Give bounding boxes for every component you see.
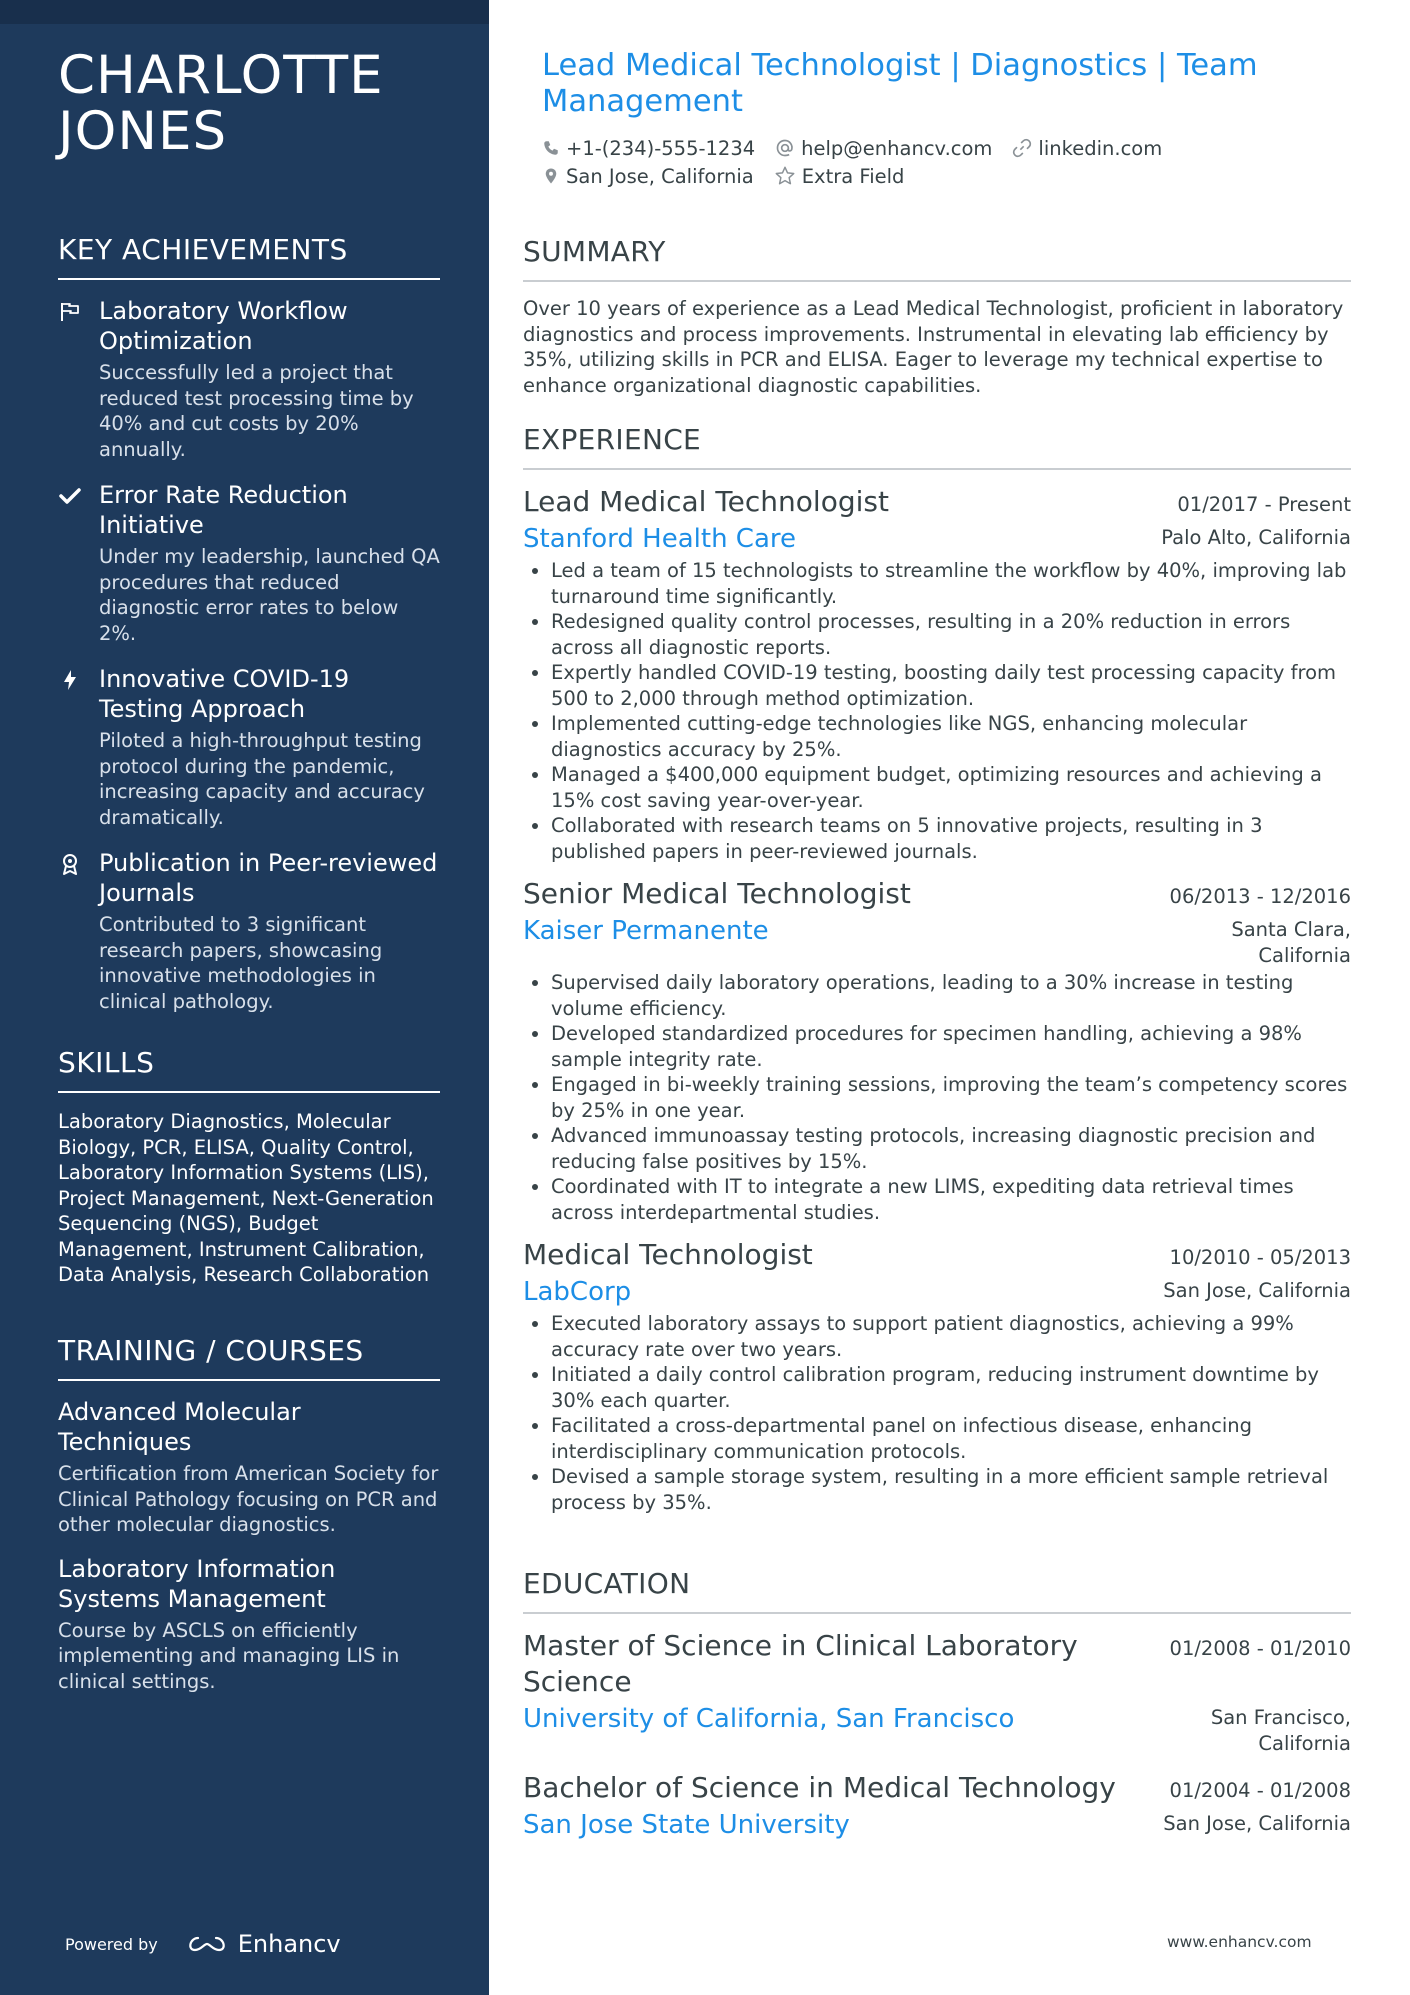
course-title: Advanced Molecular Techniques	[58, 1398, 301, 1456]
job-title: Senior Medical Technologist	[523, 877, 911, 910]
experience-title: EXPERIENCE	[523, 422, 1351, 470]
contact-linkedin[interactable]	[1012, 137, 1162, 160]
education-section	[523, 1566, 1351, 1856]
degree-title: Master of Science in Clinical Laboratory Science	[523, 1629, 1078, 1698]
training-section	[58, 1333, 440, 1710]
job-bullet: • Implemented cutting-edge technologies like NGS, enhancing molecular diagnostics accuracy by 25%.	[551, 711, 1351, 762]
education-date: 01/2004 - 01/2008	[1169, 1779, 1351, 1802]
job-location: San Jose, California	[1163, 1279, 1351, 1302]
job-bullet: • Initiated a daily control calibration program, reducing instrument downtime by 30% each quarter.	[551, 1362, 1351, 1413]
headline: Lead Medical Technologist | Diagnostics | Team Management	[542, 48, 1258, 119]
job-location: Santa Clara, California	[1231, 918, 1351, 967]
school-name: University of California, San Francisco	[523, 1704, 1015, 1734]
summary-title: SUMMARY	[523, 234, 1351, 282]
job-date: 10/2010 - 05/2013	[1169, 1246, 1351, 1269]
course-description: Course by ASCLS on efficiently implementing and managing LIS in clinical settings.	[58, 1618, 400, 1693]
email-text: help@enhancv.com	[801, 136, 993, 160]
education-entry	[523, 1628, 1351, 1756]
powered-by-label: Powered by	[65, 1934, 158, 1954]
company-name: Stanford Health Care	[523, 524, 797, 554]
award-icon	[58, 852, 82, 876]
location-pin-icon	[542, 166, 560, 186]
job-entry	[523, 1237, 1351, 1515]
job-bullet: • Advanced immunoassay testing protocols, increasing diagnostic precision and reducing false positives by 15%.	[551, 1123, 1351, 1174]
checkmark-icon	[58, 484, 82, 508]
education-date: 01/2008 - 01/2010	[1169, 1637, 1351, 1660]
summary-text: Over 10 years of experience as a Lead Medical Technologist, proficient in laboratory diagnostics and process improvements. Instrumental in elevating lab efficiency by 35%, utilizing skills in PCR and ELISA. Eager to leverage my technical expertise to enhance organizational diagnostic capabilities.	[523, 297, 1344, 397]
job-bullet: • Engaged in bi-weekly training sessions, improving the team’s competency scores by 25% in one year.	[551, 1072, 1351, 1123]
job-bullet: • Collaborated with research teams on 5 innovative projects, resulting in 3 published papers in peer-reviewed journals.	[551, 813, 1351, 864]
achievement-title: Error Rate Reduction Initiative	[99, 481, 348, 539]
degree-title: Bachelor of Science in Medical Technology	[523, 1771, 1116, 1804]
company-name: Kaiser Permanente	[523, 916, 769, 946]
achievement-item	[58, 480, 440, 646]
at-icon	[775, 138, 795, 158]
education-entry	[523, 1770, 1351, 1842]
contact-phone[interactable]	[542, 137, 755, 160]
contact-email[interactable]	[775, 137, 992, 160]
contact-location	[542, 165, 754, 188]
job-bullet: • Facilitated a cross-departmental panel on infectious disease, enhancing interdisciplinary communication protocols.	[551, 1413, 1351, 1464]
achievement-item	[58, 664, 440, 830]
education-location: San Jose, California	[1163, 1812, 1351, 1835]
location-text: San Jose, California	[566, 164, 754, 188]
contact-info	[542, 134, 1342, 190]
experience-section	[523, 422, 1351, 1527]
education-title: EDUCATION	[523, 1566, 1351, 1614]
achievement-description: Contributed to 3 significant research papers, showcasing innovative methodologies in clinical pathology.	[99, 913, 383, 1013]
enhancv-logo-text: Enhancv	[237, 1930, 341, 1958]
job-title: Medical Technologist	[523, 1238, 813, 1271]
achievements-title: KEY ACHIEVEMENTS	[58, 232, 440, 280]
job-bullet: • Led a team of 15 technologists to streamline the workflow by 40%, improving lab turnaround time significantly.	[551, 558, 1351, 609]
flag-icon	[58, 300, 82, 324]
powered-by	[65, 1930, 341, 1958]
contact-extra	[774, 165, 905, 188]
job-bullet: • Executed laboratory assays to support patient diagnostics, achieving a 99% accuracy rate over two years.	[551, 1311, 1351, 1362]
achievement-item	[58, 296, 440, 462]
linkedin-text: linkedin.com	[1038, 136, 1163, 160]
job-bullet: • Devised a sample storage system, resulting in a more efficient sample retrieval process by 35%.	[551, 1464, 1351, 1515]
achievement-description: Piloted a high-throughput testing protocol during the pandemic, increasing capacity and accuracy dramatically.	[99, 729, 425, 829]
footer-url[interactable]: www.enhancv.com	[1167, 1933, 1312, 1951]
sidebar-top-bar	[0, 0, 489, 24]
candidate-name: CHARLOTTE JONES	[58, 45, 384, 162]
job-bullets	[523, 1311, 1351, 1515]
achievement-item	[58, 848, 440, 1014]
job-bullets	[523, 970, 1351, 1225]
job-entry	[523, 484, 1351, 864]
job-bullet: • Expertly handled COVID-19 testing, boosting daily test processing capacity from 500 to 2,000 through method optimization.	[551, 660, 1351, 711]
education-location: San Francisco, California	[1210, 1706, 1351, 1755]
job-bullet: • Developed standardized procedures for specimen handling, achieving a 98% sample integrity rate.	[551, 1021, 1351, 1072]
enhancv-logo[interactable]	[184, 1930, 341, 1958]
job-date: 01/2017 - Present	[1177, 493, 1351, 516]
achievement-title: Laboratory Workflow Optimization	[99, 297, 348, 355]
skills-section	[58, 1045, 440, 1288]
job-entry	[523, 876, 1351, 1225]
job-date: 06/2013 - 12/2016	[1169, 885, 1351, 908]
lightning-icon	[58, 668, 82, 692]
course-item	[58, 1397, 440, 1538]
course-item	[58, 1554, 440, 1695]
job-location: Palo Alto, California	[1161, 526, 1351, 549]
job-title: Lead Medical Technologist	[523, 485, 889, 518]
key-achievements-section	[58, 232, 440, 1032]
achievement-title: Innovative COVID-19 Testing Approach	[99, 665, 350, 723]
job-bullet: • Redesigned quality control processes, resulting in a 20% reduction in errors across all diagnostic reports.	[551, 609, 1351, 660]
link-icon	[1012, 138, 1032, 158]
training-title: TRAINING / COURSES	[58, 1333, 440, 1381]
star-icon	[774, 165, 796, 187]
job-bullet: • Supervised daily laboratory operations, leading to a 30% increase in testing volume efficiency.	[551, 970, 1351, 1021]
sidebar	[0, 0, 489, 1995]
achievement-title: Publication in Peer-reviewed Journals	[99, 849, 438, 907]
skills-title: SKILLS	[58, 1045, 440, 1093]
achievement-description: Successfully led a project that reduced test processing time by 40% and cut costs by 20% annually.	[99, 361, 414, 461]
job-bullet: • Coordinated with IT to integrate a new LIMS, expediting data retrieval times across interdepartmental studies.	[551, 1174, 1351, 1225]
phone-text: +1-(234)-555-1234	[566, 136, 756, 160]
achievement-description: Under my leadership, launched QA procedures that reduced diagnostic error rates to below 2%.	[99, 545, 440, 645]
course-title: Laboratory Information Systems Management	[58, 1554, 336, 1613]
enhancv-logo-icon	[184, 1932, 230, 1956]
job-bullet: • Managed a $400,000 equipment budget, optimizing resources and achieving a 15% cost saving year-over-year.	[551, 762, 1351, 813]
job-bullets	[523, 558, 1351, 864]
extra-field-text: Extra Field	[801, 164, 905, 188]
course-description: Certification from American Society for Clinical Pathology focusing on PCR and other molecular diagnostics.	[58, 1462, 439, 1536]
school-name: San Jose State University	[523, 1810, 850, 1840]
phone-icon	[542, 139, 560, 157]
company-name: LabCorp	[523, 1277, 632, 1307]
summary-section	[523, 234, 1351, 398]
skills-list: Laboratory Diagnostics, Molecular Biology, PCR, ELISA, Quality Control, Laboratory Information Systems (LIS), Project Management, Next-Generation Sequencing (NGS), Budget Management, Instrument Calibration, Data Analysis, Research Collaboration	[58, 1110, 434, 1286]
